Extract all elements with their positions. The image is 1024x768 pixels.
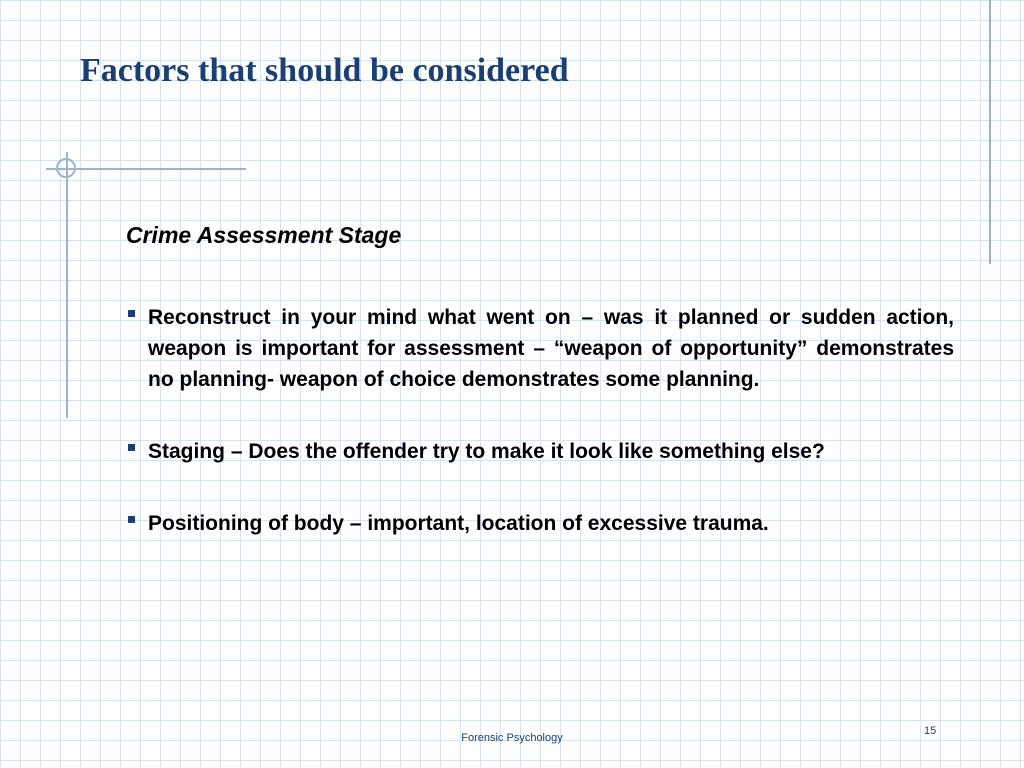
- slide-title: Factors that should be considered: [80, 52, 569, 89]
- bullet-item-reconstruct: [126, 302, 954, 395]
- decorative-vertical-line-left: [66, 152, 68, 418]
- square-bullet-icon: [128, 516, 135, 523]
- decorative-horizontal-line: [46, 168, 246, 170]
- square-bullet-icon: [128, 310, 135, 317]
- bullet-text: Staging – Does the offender try to make it look like something else?: [148, 440, 825, 463]
- bullet-item-positioning: [126, 508, 954, 539]
- section-subtitle: Crime Assessment Stage: [126, 222, 402, 248]
- bullet-text: Positioning of body – important, location of excessive trauma.: [148, 512, 769, 535]
- bullet-item-staging: [126, 436, 954, 467]
- bullet-text: Reconstruct in your mind what went on – was it planned or sudden action, weapon is important for assessment – “weapon of opportunity” demonstrates no planning- weapon of choice demonstrates some planning.: [148, 306, 954, 391]
- footer-text: Forensic Psychology: [461, 732, 563, 744]
- decorative-vertical-line-right: [989, 0, 991, 264]
- square-bullet-icon: [128, 444, 135, 451]
- page-number: 15: [924, 725, 937, 737]
- bullet-list: [126, 302, 954, 539]
- decorative-circle: [56, 158, 76, 178]
